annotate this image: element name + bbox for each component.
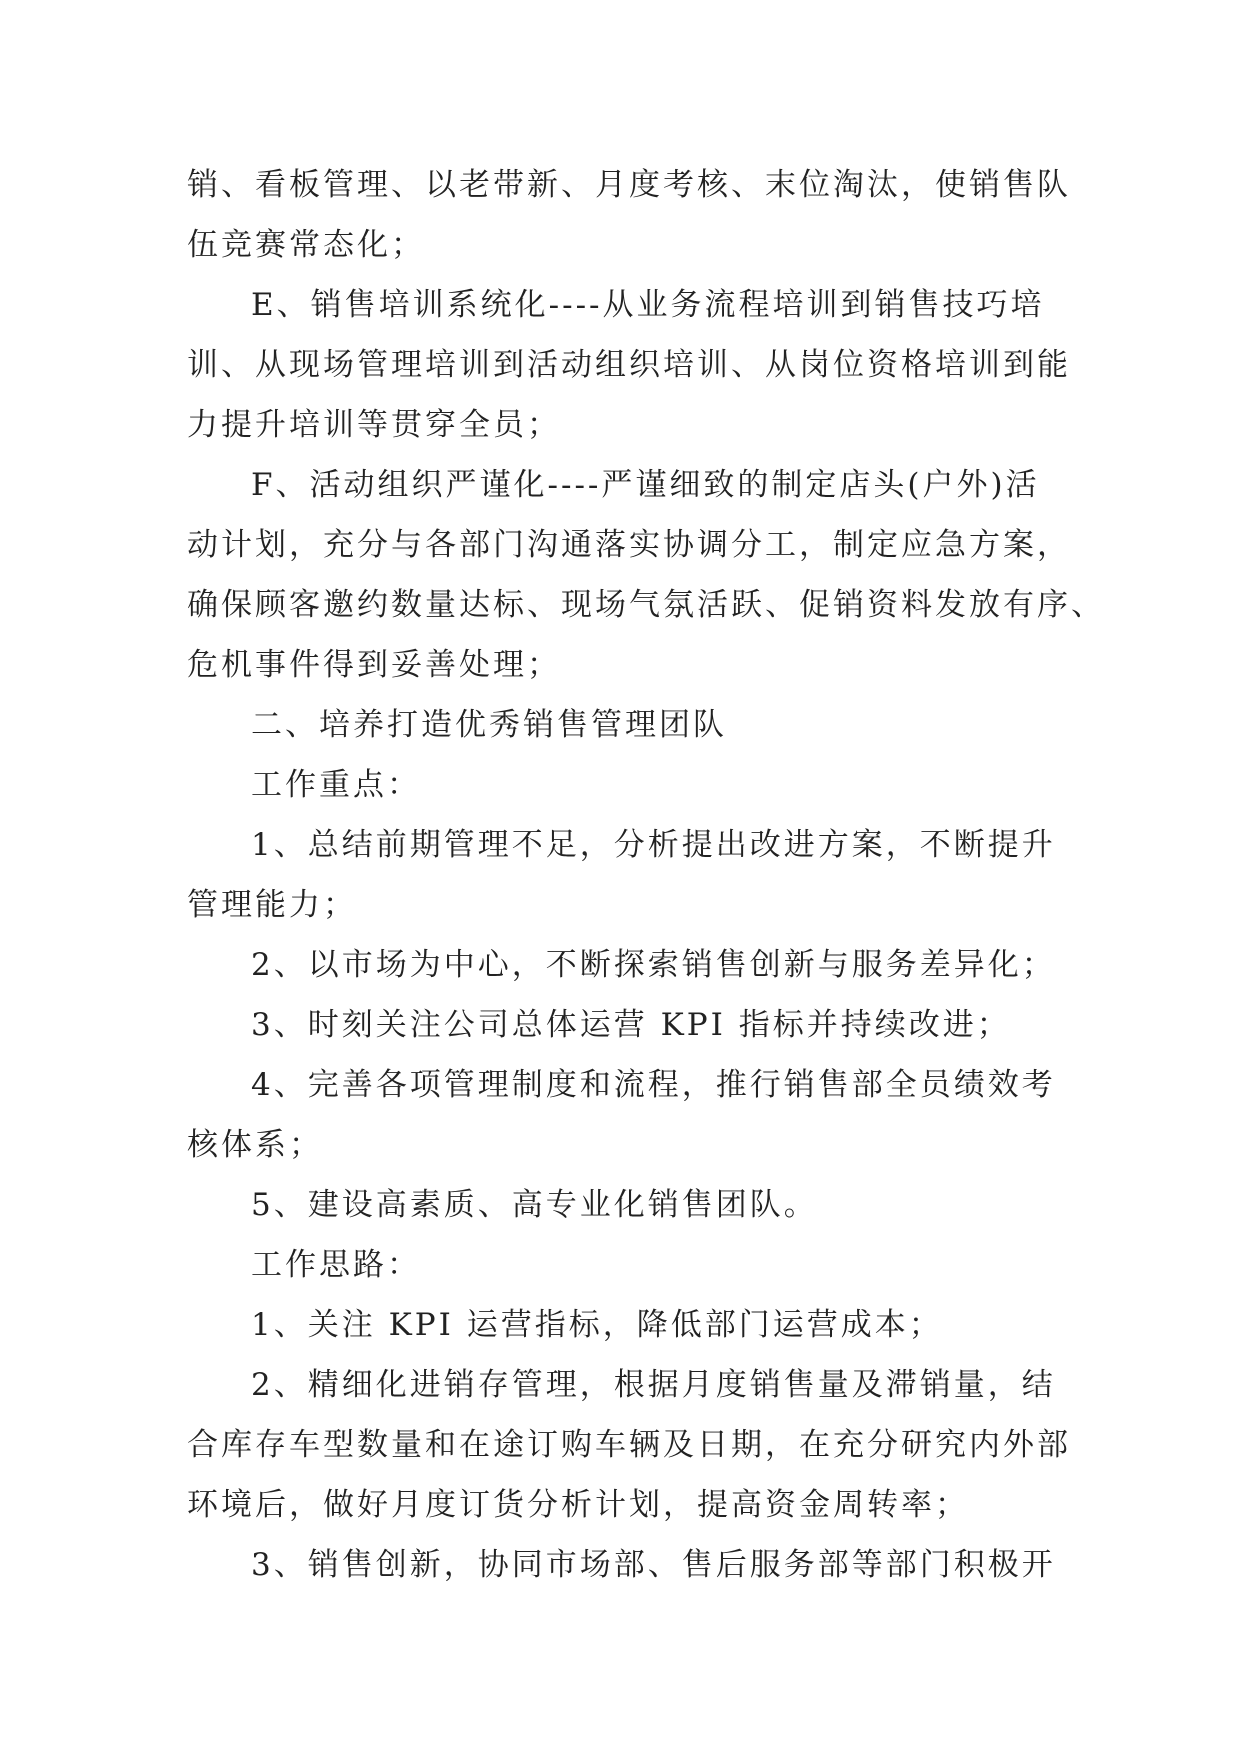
section-heading: 二、培养打造优秀销售管理团队 xyxy=(251,707,727,743)
text-line: 危机事件得到妥善处理； xyxy=(187,647,561,683)
text-line: 核体系； xyxy=(187,1127,323,1163)
text-line: 管理能力； xyxy=(187,887,357,923)
text-line: 4、完善各项管理制度和流程，推行销售部全员绩效考 xyxy=(251,1067,1056,1103)
text-line: F、活动组织严谨化----严谨细致的制定店头(户外)活 xyxy=(251,467,1040,503)
text-line: 伍竞赛常态化； xyxy=(187,227,425,263)
text-line: 2、精细化进销存管理，根据月度销售量及滞销量，结 xyxy=(251,1367,1056,1403)
subsection-heading: 工作重点： xyxy=(251,767,421,803)
text-line: 力提升培训等贯穿全员； xyxy=(187,407,561,443)
text-line: 2、以市场为中心，不断探索销售创新与服务差异化； xyxy=(251,947,1056,983)
text-line: 合库存车型数量和在途订购车辆及日期，在充分研究内外部 xyxy=(187,1427,1071,1463)
subsection-heading: 工作思路： xyxy=(251,1247,421,1283)
text-line: 5、建设高素质、高专业化销售团队。 xyxy=(251,1187,818,1223)
text-line: 确保顾客邀约数量达标、现场气氛活跃、促销资料发放有序、 xyxy=(187,587,1105,623)
text-line: 1、总结前期管理不足，分析提出改进方案，不断提升 xyxy=(251,827,1056,863)
text-line: 环境后，做好月度订货分析计划，提高资金周转率； xyxy=(187,1487,969,1523)
text-line: 动计划，充分与各部门沟通落实协调分工，制定应急方案， xyxy=(187,527,1071,563)
document-body xyxy=(187,155,1105,1595)
text-line: 3、时刻关注公司总体运营 KPI 指标并持续改进； xyxy=(251,1007,1011,1043)
text-line: E、销售培训系统化----从业务流程培训到销售技巧培 xyxy=(251,287,1045,323)
text-line: 3、销售创新，协同市场部、售后服务部等部门积极开 xyxy=(251,1547,1056,1583)
text-line: 销、看板管理、以老带新、月度考核、末位淘汰，使销售队 xyxy=(187,167,1071,203)
text-line: 1、关注 KPI 运营指标，降低部门运营成本； xyxy=(251,1307,943,1343)
text-line: 训、从现场管理培训到活动组织培训、从岗位资格培训到能 xyxy=(187,347,1071,383)
